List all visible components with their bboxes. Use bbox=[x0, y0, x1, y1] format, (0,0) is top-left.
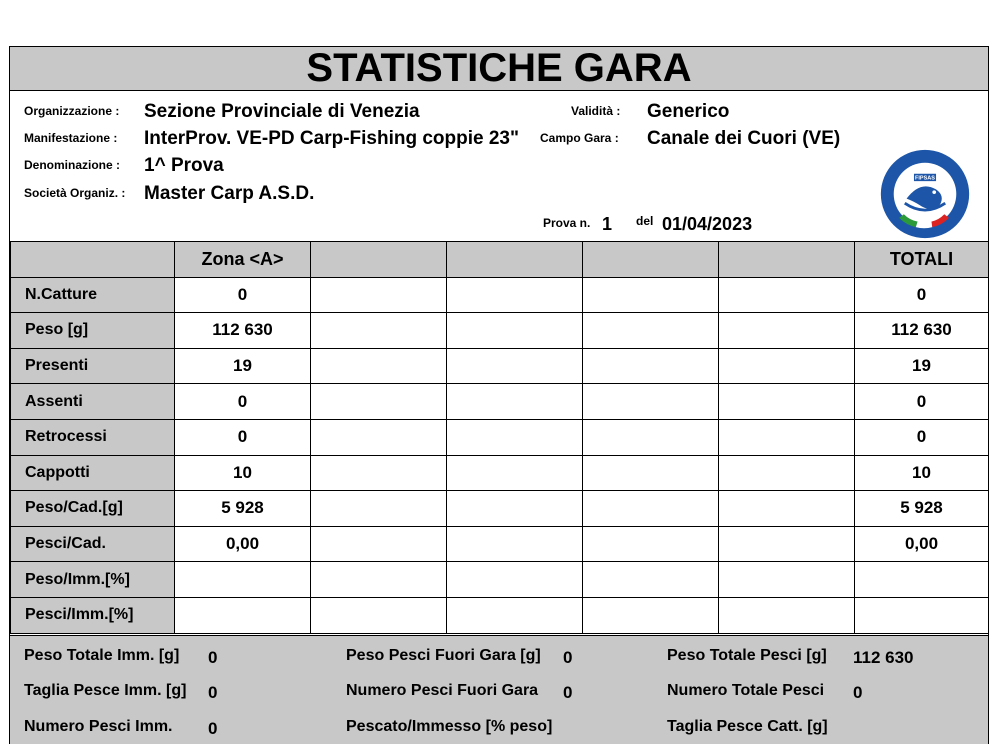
empty-cell bbox=[719, 526, 855, 562]
denominazione-value: 1^ Prova bbox=[144, 155, 224, 176]
row-label: Retrocessi bbox=[11, 419, 175, 455]
row-label: Peso [g] bbox=[11, 313, 175, 349]
organizzazione-value: Sezione Provinciale di Venezia bbox=[144, 101, 420, 122]
validita-value: Generico bbox=[647, 101, 730, 122]
table-row bbox=[11, 384, 989, 420]
row-label: Pesci/Cad. bbox=[11, 526, 175, 562]
table-row bbox=[11, 277, 989, 313]
empty-cell bbox=[447, 384, 583, 420]
empty-cell bbox=[719, 597, 855, 633]
peso-pesci-fuori-value: 0 bbox=[563, 648, 573, 667]
row-label: Pesci/Imm.[%] bbox=[11, 597, 175, 633]
empty-cell bbox=[311, 562, 447, 598]
taglia-pesce-imm-label: Taglia Pesce Imm. [g] bbox=[24, 682, 187, 699]
empty-cell bbox=[311, 384, 447, 420]
prova-label: Prova n. bbox=[543, 216, 591, 230]
peso-totale-imm-label: Peso Totale Imm. [g] bbox=[24, 647, 180, 664]
fipsas-logo-icon bbox=[879, 148, 971, 240]
manifestazione-label: Manifestazione : bbox=[24, 131, 118, 145]
totali-cell: 0 bbox=[855, 277, 989, 313]
empty-cell bbox=[719, 277, 855, 313]
empty-cell bbox=[583, 455, 719, 491]
empty-cell bbox=[719, 384, 855, 420]
empty-cell bbox=[447, 348, 583, 384]
row-label: N.Catture bbox=[11, 277, 175, 313]
zona-a-cell: 0 bbox=[175, 277, 311, 313]
zona-a-cell: 19 bbox=[175, 348, 311, 384]
header-empty bbox=[583, 242, 719, 278]
empty-cell bbox=[311, 348, 447, 384]
totali-cell bbox=[855, 597, 989, 633]
manifestazione-value: InterProv. VE-PD Carp-Fishing coppie 23" bbox=[144, 128, 519, 149]
empty-cell bbox=[719, 348, 855, 384]
empty-cell bbox=[583, 562, 719, 598]
validita-label: Validità : bbox=[571, 104, 621, 118]
empty-cell bbox=[447, 562, 583, 598]
row-label: Assenti bbox=[11, 384, 175, 420]
numero-totale-pesci-value: 0 bbox=[853, 683, 863, 702]
empty-cell bbox=[719, 313, 855, 349]
numero-pesci-imm-label: Numero Pesci Imm. bbox=[24, 718, 173, 735]
empty-cell bbox=[583, 491, 719, 527]
numero-pesci-imm-value: 0 bbox=[208, 719, 218, 738]
summary-footer bbox=[10, 635, 988, 744]
header-empty bbox=[719, 242, 855, 278]
societa-label: Società Organiz. : bbox=[24, 186, 126, 200]
zona-a-cell: 0 bbox=[175, 419, 311, 455]
zona-a-cell: 10 bbox=[175, 455, 311, 491]
zona-a-cell: 5 928 bbox=[175, 491, 311, 527]
empty-cell bbox=[583, 313, 719, 349]
totali-cell: 5 928 bbox=[855, 491, 989, 527]
header-corner bbox=[11, 242, 175, 278]
numero-pesci-fuori-value: 0 bbox=[563, 683, 573, 702]
peso-pesci-fuori-label: Peso Pesci Fuori Gara [g] bbox=[346, 647, 541, 664]
empty-cell bbox=[719, 455, 855, 491]
date-value: 01/04/2023 bbox=[662, 214, 753, 234]
table-row bbox=[11, 526, 989, 562]
empty-cell bbox=[447, 491, 583, 527]
empty-cell bbox=[311, 455, 447, 491]
empty-cell bbox=[311, 419, 447, 455]
table-row bbox=[11, 491, 989, 527]
header-empty bbox=[447, 242, 583, 278]
row-label: Cappotti bbox=[11, 455, 175, 491]
empty-cell bbox=[447, 526, 583, 562]
table-row bbox=[11, 597, 989, 633]
empty-cell bbox=[311, 313, 447, 349]
empty-cell bbox=[719, 491, 855, 527]
zona-a-cell: 0,00 bbox=[175, 526, 311, 562]
totali-cell: 0 bbox=[855, 384, 989, 420]
totali-cell: 0 bbox=[855, 419, 989, 455]
pescato-immesso-label: Pescato/Immesso [% peso] bbox=[346, 718, 553, 735]
empty-cell bbox=[583, 526, 719, 562]
header-totali: TOTALI bbox=[855, 242, 989, 278]
campo-gara-label: Campo Gara : bbox=[540, 131, 619, 145]
peso-totale-imm-value: 0 bbox=[208, 648, 218, 667]
empty-cell bbox=[583, 384, 719, 420]
logo-abbr: FIPSAS bbox=[915, 175, 935, 182]
denominazione-label: Denominazione : bbox=[24, 158, 121, 172]
totali-cell: 0,00 bbox=[855, 526, 989, 562]
empty-cell bbox=[447, 597, 583, 633]
empty-cell bbox=[447, 455, 583, 491]
taglia-pesce-imm-value: 0 bbox=[208, 683, 218, 702]
empty-cell bbox=[311, 597, 447, 633]
organizzazione-label: Organizzazione : bbox=[24, 104, 120, 118]
table-header-row bbox=[11, 242, 989, 278]
zona-a-cell: 0 bbox=[175, 384, 311, 420]
table-row bbox=[11, 455, 989, 491]
table-row bbox=[11, 562, 989, 598]
row-label: Peso/Cad.[g] bbox=[11, 491, 175, 527]
empty-cell bbox=[583, 348, 719, 384]
zona-a-cell bbox=[175, 562, 311, 598]
totali-cell: 19 bbox=[855, 348, 989, 384]
peso-totale-pesci-label: Peso Totale Pesci [g] bbox=[667, 647, 827, 664]
empty-cell bbox=[311, 277, 447, 313]
row-label: Peso/Imm.[%] bbox=[11, 562, 175, 598]
table-row bbox=[11, 313, 989, 349]
empty-cell bbox=[447, 313, 583, 349]
zona-a-cell bbox=[175, 597, 311, 633]
empty-cell bbox=[583, 597, 719, 633]
zona-a-cell: 112 630 bbox=[175, 313, 311, 349]
empty-cell bbox=[311, 491, 447, 527]
empty-cell bbox=[719, 562, 855, 598]
societa-value: Master Carp A.S.D. bbox=[144, 183, 315, 204]
empty-cell bbox=[311, 526, 447, 562]
totali-cell: 112 630 bbox=[855, 313, 989, 349]
statistics-sheet bbox=[9, 46, 989, 744]
empty-cell bbox=[447, 277, 583, 313]
totali-cell: 10 bbox=[855, 455, 989, 491]
totali-cell bbox=[855, 562, 989, 598]
empty-cell bbox=[583, 277, 719, 313]
campo-gara-value: Canale dei Cuori (VE) bbox=[647, 128, 841, 149]
statistics-table bbox=[10, 241, 989, 634]
numero-totale-pesci-label: Numero Totale Pesci bbox=[667, 682, 825, 699]
del-label: del bbox=[636, 214, 654, 228]
prova-value: 1 bbox=[602, 214, 613, 234]
table-row bbox=[11, 419, 989, 455]
numero-pesci-fuori-label: Numero Pesci Fuori Gara bbox=[346, 682, 539, 699]
header-empty bbox=[311, 242, 447, 278]
row-label: Presenti bbox=[11, 348, 175, 384]
empty-cell bbox=[719, 419, 855, 455]
empty-cell bbox=[583, 419, 719, 455]
taglia-pesce-catt-label: Taglia Pesce Catt. [g] bbox=[667, 718, 828, 735]
empty-cell bbox=[447, 419, 583, 455]
competition-info bbox=[10, 90, 988, 241]
peso-totale-pesci-value: 112 630 bbox=[853, 648, 914, 667]
table-row bbox=[11, 348, 989, 384]
header-zona: Zona <A> bbox=[175, 242, 311, 278]
page-title: STATISTICHE GARA bbox=[10, 47, 988, 91]
